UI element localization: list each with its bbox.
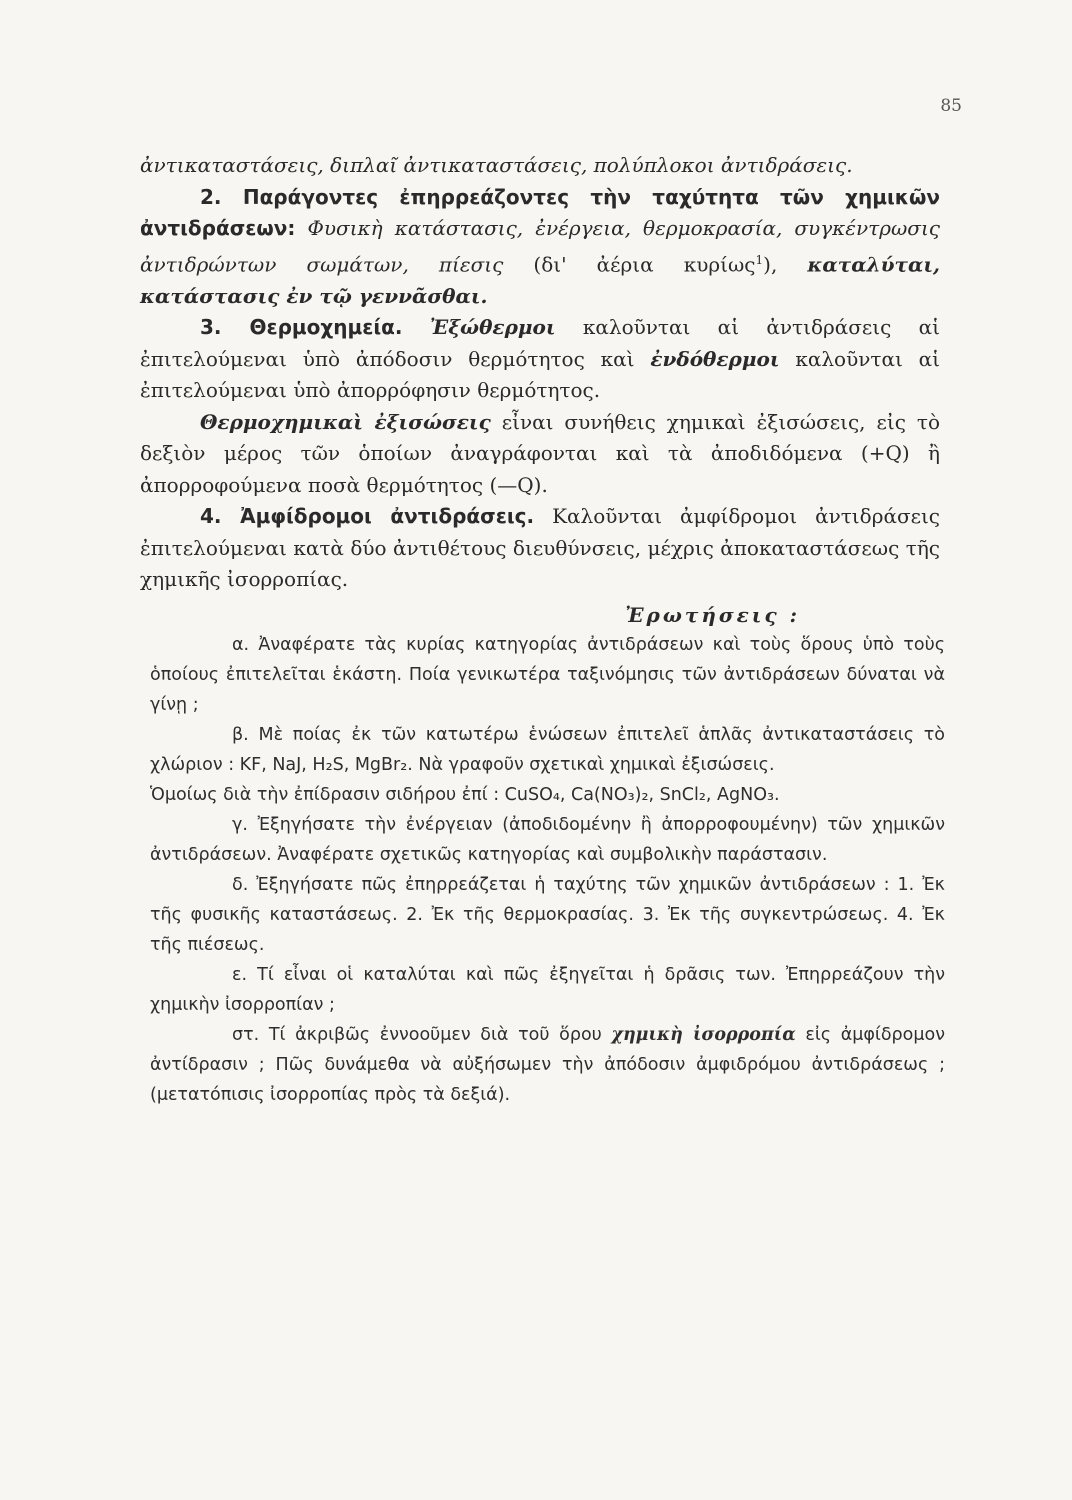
- page-number: 85: [940, 96, 962, 116]
- rate-factors-heading: 2. Παράγοντες ἐπηρρεάζοντες τὴν ταχύτητα τῶν χημικῶν ἀντιδράσεων:: [140, 184, 940, 240]
- main-text: [140, 150, 940, 631]
- exothermic-term: Ἐξώθερμοι: [429, 315, 556, 340]
- rate-factors-list: Φυσικὴ κατάστασις, ἐνέργεια, θερμοκρασία, συγκέντρωσις ἀντιδρώντων σωμάτων, πίεσις: [140, 216, 941, 277]
- question-a: α. Ἀναφέρατε τὰς κυρίας κατηγορίας ἀντιδράσεων καὶ τοὺς ὅρους ὑπὸ τοὺς ὁποίους ἐπιτελεῖται ἑκάστη. Ποία γενικωτέρα ταξινόμησις τῶν ἀντιδράσεων δύναται νὰ γίνῃ ;: [150, 635, 945, 715]
- question-e: ε. Τί εἶναι οἱ καταλύται καὶ πῶς ἐξηγεῖται ἡ δρᾶσις των. Ἐπηρρεάζουν τὴν χημικὴν ἰσορροπίαν ;: [150, 965, 945, 1015]
- reversible-reactions-text: Καλοῦνται ἀμφίδρομοι ἀντιδράσεις ἐπιτελούμεναι κατὰ δύο ἀντιθέτους διευθύνσεις, μέχρις ἀποκαταστάσεως τῆς χημικῆς ἰσορροπίας.: [140, 504, 941, 592]
- question-st-text-2: εἰς ἀμφίδρομον ἀντίδρασιν ; Πῶς δυνάμεθα νὰ αὐξήσωμεν τὴν ἀπόδοσιν ἀμφιδρόμου ἀντιδράσεως ; (μετατόπισις ἰσορροπίας πρὸς τὰ δεξιά).: [150, 1025, 945, 1105]
- thermochemistry-text-1: καλοῦνται αἱ ἀντιδράσεις αἱ ἐπιτελούμεναι ὑπὸ ἀπόδοσιν θερμότητος καὶ: [140, 315, 940, 371]
- question-b-continued: Ὁμοίως διὰ τὴν ἐπίδρασιν σιδήρου ἐπί : CuSO₄, Ca(NO₃)₂, SnCl₂, AgNO₃.: [150, 785, 780, 805]
- catalysts-text: καταλύται, κατάστασις ἐν τῷ γεννᾶσθαι.: [140, 252, 941, 308]
- thermochemical-equations-term: Θερμοχημικαὶ ἐξισώσεις: [200, 409, 491, 434]
- question-st-text-1: στ. Τί ἀκριβῶς ἐννοοῦμεν διὰ τοῦ ὅρου: [232, 1025, 602, 1045]
- questions-title: Ἐρωτήσεις :: [625, 602, 800, 627]
- question-b: β. Μὲ ποίας ἐκ τῶν κατωτέρω ἑνώσεων ἐπιτελεῖ ἁπλᾶς ἀντικαταστάσεις τὸ χλώριον : KF, NaJ, H₂S, MgBr₂. Νὰ γραφοῦν σχετικαὶ χημικαὶ ἐξισώσεις.: [150, 725, 945, 775]
- paragraph-rate-factors: [140, 182, 940, 313]
- question-d: δ. Ἐξηγήσατε πῶς ἐπηρρεάζεται ἡ ταχύτης τῶν χημικῶν ἀντιδράσεων : 1. Ἐκ τῆς φυσικῆς καταστάσεως. 2. Ἐκ τῆς θερμοκρασίας. 3. Ἐκ τῆς συγκεντρώσεως. 4. Ἐκ τῆς πιέσεως.: [150, 875, 945, 955]
- questions-section: [150, 630, 945, 1110]
- paragraph-reaction-types: [140, 150, 940, 182]
- endothermic-term: ἐνδόθερμοι: [650, 346, 780, 371]
- footnote-marker: 1: [755, 252, 764, 267]
- rate-factors-note: (δι' ἀέρια κυρίως: [533, 252, 756, 277]
- reversible-reactions-heading: 4. Ἀμφίδρομοι ἀντιδράσεις.: [200, 504, 535, 529]
- rate-factors-note-close: ),: [763, 252, 778, 277]
- thermochemistry-text-2: καλοῦνται αἱ ἐπιτελούμεναι ὑπὸ ἀπορρόφησιν θερμότητος.: [140, 346, 941, 403]
- thermochemistry-heading: 3. Θερμοχημεία.: [200, 315, 403, 340]
- question-st: [150, 1020, 945, 1110]
- reaction-types-text: ἀντικαταστάσεις, διπλαῖ ἀντικαταστάσεις, πολύπλοκοι ἀντιδράσεις.: [140, 153, 853, 177]
- chemical-equilibrium-term: χημικὴ ἰσορροπία: [611, 1025, 796, 1045]
- paragraph-thermochemistry: [140, 312, 940, 407]
- paragraph-thermochemical-equations: [140, 407, 940, 502]
- thermochemical-equations-text: εἶναι συνήθεις χημικαὶ ἐξισώσεις, εἰς τὸ δεξιὸν μέρος τῶν ὁποίων ἀναγράφονται καὶ τὰ ἀποδιδόμενα (+Q) ἢ ἀπορροφούμενα ποσὰ θερμότητος (—Q).: [140, 409, 941, 497]
- question-c: γ. Ἐξηγήσατε τὴν ἐνέργειαν (ἀποδιδομένην ἢ ἀπορροφουμένην) τῶν χημικῶν ἀντιδράσεων. Ἀναφέρατε σχετικῶς κατηγορίας καὶ συμβολικὴν παράστασιν.: [150, 815, 945, 865]
- paragraph-reversible-reactions: [140, 501, 940, 596]
